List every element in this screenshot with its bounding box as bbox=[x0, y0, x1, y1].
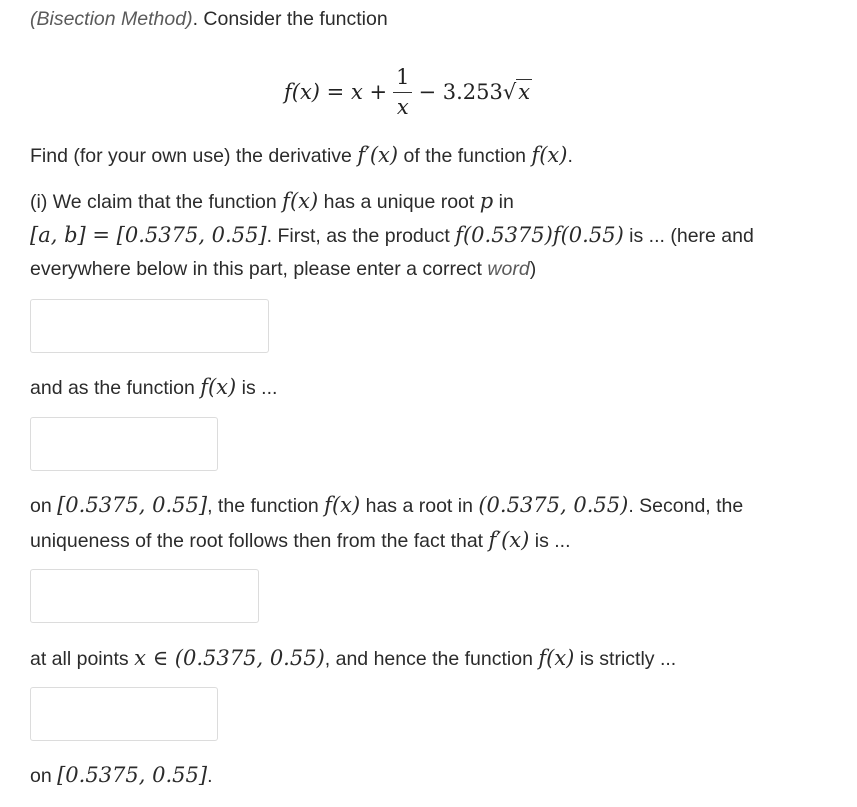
text: is ... (here and bbox=[623, 225, 754, 247]
text: Find (for your own use) the derivative bbox=[30, 145, 358, 167]
after-input3-line bbox=[30, 646, 676, 671]
text: , the function bbox=[207, 495, 325, 517]
method-name: (Bisection Method) bbox=[30, 8, 193, 30]
text: in bbox=[493, 191, 514, 213]
math-fprime: f′(x) bbox=[488, 528, 530, 552]
answer-input-1[interactable] bbox=[30, 299, 269, 353]
text: of the function bbox=[398, 145, 532, 167]
after-input1-line bbox=[30, 375, 277, 400]
after-input2-line2 bbox=[30, 528, 570, 553]
text: (i) We claim that the function bbox=[30, 191, 283, 213]
math-x-in: x ∈ (0.5375, 0.55) bbox=[134, 646, 325, 670]
math-fx: f(x) bbox=[200, 375, 237, 399]
math-interval: [a, b] = [0.5375, 0.55] bbox=[30, 223, 267, 247]
fraction-numerator: 1 bbox=[393, 67, 412, 93]
math-interval: [0.5375, 0.55] bbox=[57, 763, 208, 787]
text: . Second, the bbox=[628, 495, 744, 517]
equation-coefficient: − 3.253 bbox=[418, 80, 503, 104]
math-fx: f(x) bbox=[538, 646, 575, 670]
part1-line2 bbox=[30, 223, 754, 248]
text: is ... bbox=[236, 377, 278, 399]
function-equation bbox=[284, 56, 532, 128]
final-line bbox=[30, 763, 213, 788]
math-fprime: f′(x) bbox=[357, 143, 399, 167]
text: everywhere below in this part, please enter a correct bbox=[30, 258, 488, 280]
math-product: f(0.5375)f(0.55) bbox=[455, 223, 624, 247]
text: ) bbox=[529, 258, 537, 280]
fraction-denominator: x bbox=[396, 94, 409, 119]
text: uniqueness of the root follows then from the fact that bbox=[30, 530, 489, 552]
text: is strictly ... bbox=[574, 648, 677, 670]
radicand: x bbox=[518, 80, 531, 104]
square-root: √x bbox=[502, 80, 531, 104]
text: has a unique root bbox=[318, 191, 480, 213]
text: . bbox=[207, 765, 213, 787]
text: and as the function bbox=[30, 377, 201, 399]
intro-text: . Consider the function bbox=[192, 8, 388, 30]
answer-input-3[interactable] bbox=[30, 569, 259, 623]
text: . bbox=[567, 145, 573, 167]
emphasis-word: word bbox=[487, 258, 530, 280]
answer-input-4[interactable] bbox=[30, 687, 218, 741]
math-open-interval: (0.5375, 0.55) bbox=[478, 493, 629, 517]
math-interval: [0.5375, 0.55] bbox=[57, 493, 208, 517]
text: . First, as the product bbox=[266, 225, 456, 247]
equation-lhs: f(x) = x + bbox=[284, 80, 388, 104]
fraction bbox=[393, 64, 412, 119]
text: , and hence the function bbox=[324, 648, 539, 670]
text: at all points bbox=[30, 648, 135, 670]
part1-line1 bbox=[30, 189, 514, 214]
derivative-instruction bbox=[30, 143, 573, 168]
math-fx: f(x) bbox=[324, 493, 361, 517]
text: is ... bbox=[529, 530, 571, 552]
intro-line bbox=[30, 8, 388, 31]
math-fx: f(x) bbox=[531, 143, 568, 167]
answer-input-2[interactable] bbox=[30, 417, 218, 471]
math-fx: f(x) bbox=[282, 189, 319, 213]
after-input2-line1 bbox=[30, 493, 743, 518]
text: on bbox=[30, 765, 58, 787]
part1-line3 bbox=[30, 258, 536, 281]
math-p: p bbox=[479, 189, 494, 213]
text: has a root in bbox=[360, 495, 479, 517]
text: on bbox=[30, 495, 58, 517]
